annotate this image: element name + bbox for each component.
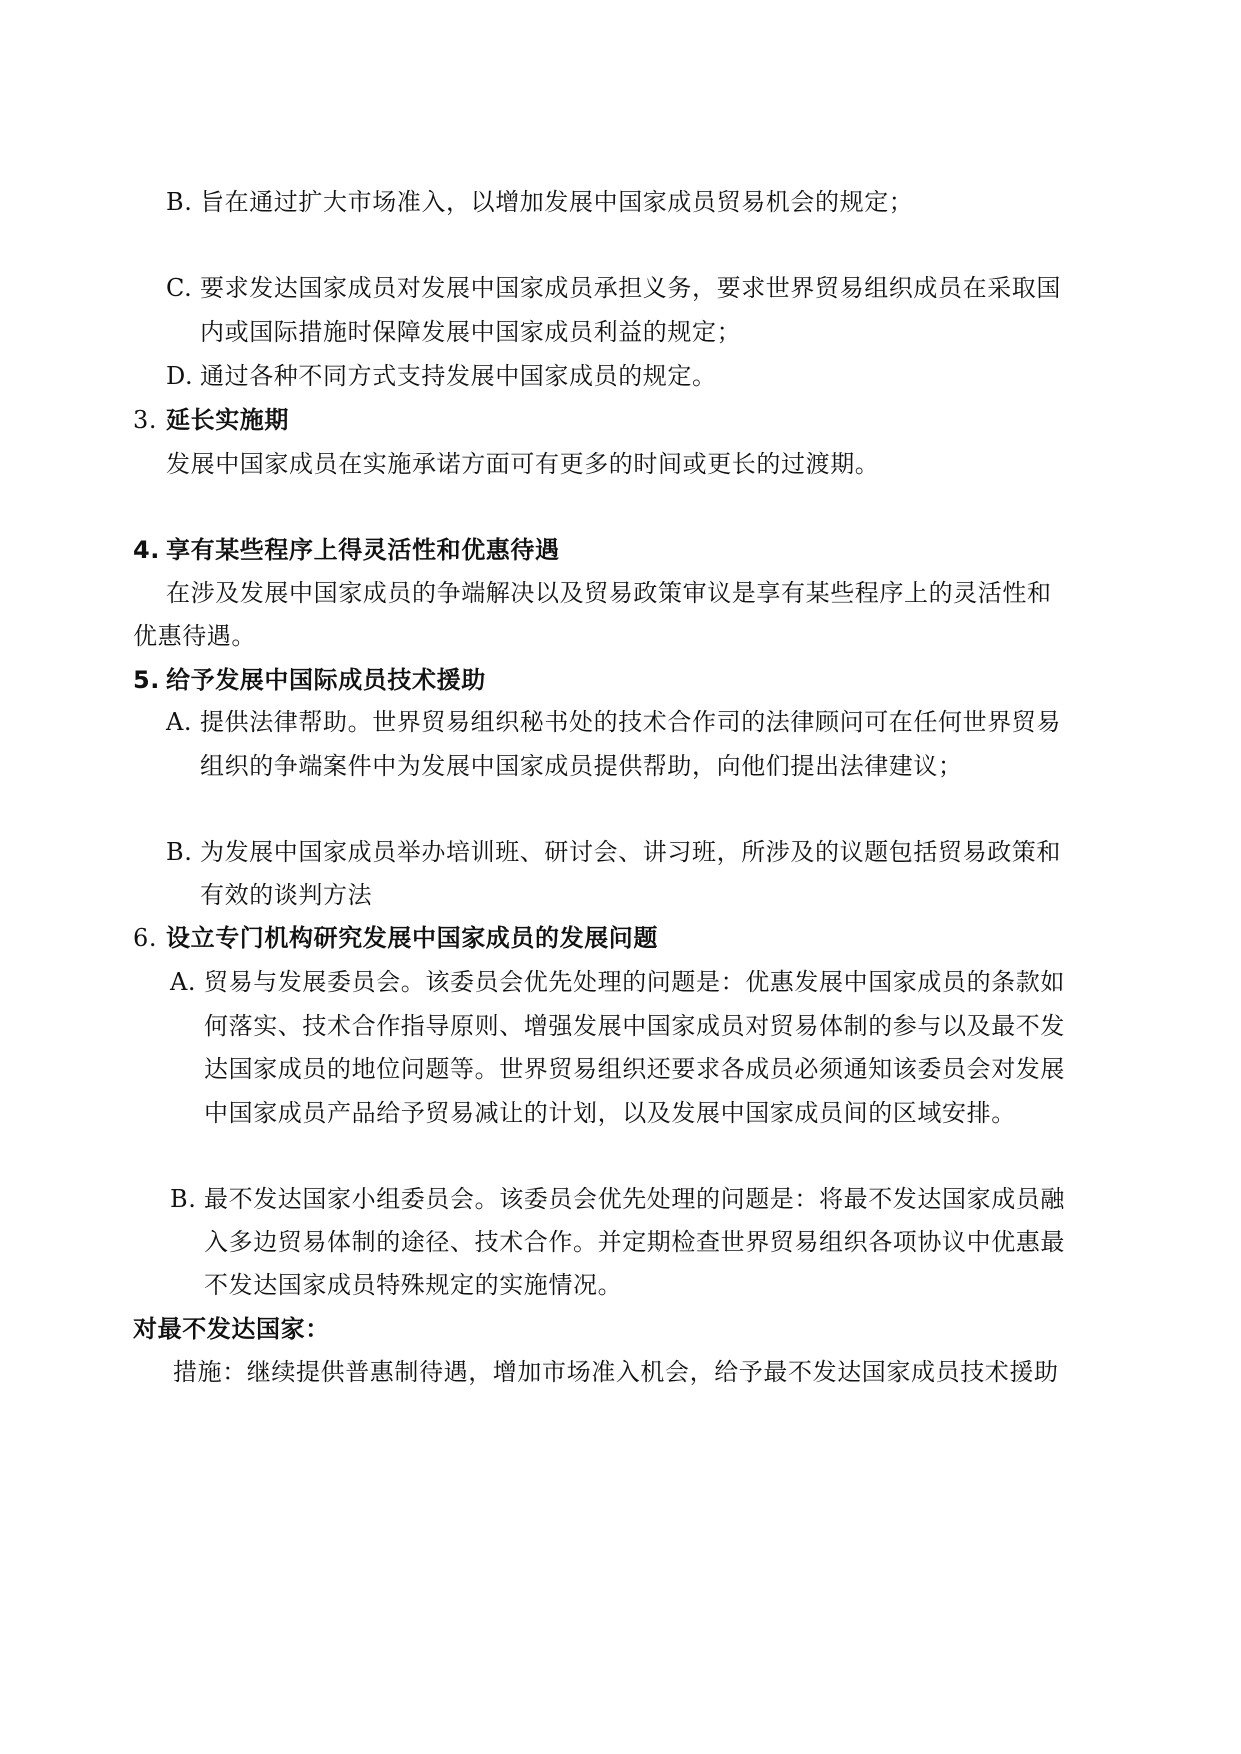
item-text: 要求发达国家成员对发展中国家成员承担义务，要求世界贸易组织成员在采取国 (200, 274, 1061, 302)
section-heading: 设立专门机构研究发展中国家成员的发展问题 (166, 924, 658, 952)
item-marker: B. (166, 838, 193, 866)
item-text: 内或国际措施时保障发展中国家成员利益的规定； (200, 318, 742, 346)
item-marker: C. (166, 274, 193, 302)
item-text: 达国家成员的地位问题等。世界贸易组织还要求各成员必须通知该委员会对发展 (204, 1055, 1065, 1083)
item-text: 贸易与发展委员会。该委员会优先处理的问题是：优惠发展中国家成员的条款如 (204, 968, 1065, 996)
section-heading: 延长实施期 (166, 406, 289, 434)
paragraph: 发展中国家成员在实施承诺方面可有更多的时间或更长的过渡期。 (166, 450, 880, 478)
item-marker: A. (170, 968, 197, 996)
section-number: 4. (133, 536, 161, 564)
item-text: 何落实、技术合作指导原则、增强发展中国家成员对贸易体制的参与以及最不发 (204, 1012, 1065, 1040)
item-text: 组织的争端案件中为发展中国家成员提供帮助，向他们提出法律建议； (200, 752, 963, 780)
section-heading: 对最不发达国家： (133, 1315, 330, 1343)
item-text: 最不发达国家小组委员会。该委员会优先处理的问题是：将最不发达国家成员融 (204, 1185, 1065, 1213)
section-number: 5. (133, 666, 161, 694)
item-marker: A. (166, 708, 193, 736)
section-number: 3. (133, 406, 158, 434)
section-heading: 享有某些程序上得灵活性和优惠待遇 (166, 536, 560, 564)
item-marker: B. (166, 188, 193, 216)
paragraph: 在涉及发展中国家成员的争端解决以及贸易政策审议是享有某些程序上的灵活性和 (166, 579, 1052, 607)
section-number: 6. (133, 924, 158, 952)
paragraph: 措施：继续提供普惠制待遇，增加市场准入机会，给予最不发达国家成员技术援助 (173, 1358, 1059, 1386)
item-text: 不发达国家成员特殊规定的实施情况。 (204, 1271, 623, 1299)
section-heading: 给予发展中国际成员技术援助 (166, 666, 486, 694)
item-marker: B. (170, 1185, 197, 1213)
item-text: 中国家成员产品给予贸易减让的计划，以及发展中国家成员间的区域安排。 (204, 1099, 1016, 1127)
item-text: 通过各种不同方式支持发展中国家成员的规定。 (200, 362, 717, 390)
item-text: 入多边贸易体制的途径、技术合作。并定期检查世界贸易组织各项协议中优惠最 (204, 1228, 1065, 1256)
paragraph: 优惠待遇。 (133, 622, 256, 650)
item-text: 为发展中国家成员举办培训班、研讨会、讲习班，所涉及的议题包括贸易政策和 (200, 838, 1061, 866)
item-text: 旨在通过扩大市场准入，以增加发展中国家成员贸易机会的规定； (200, 188, 914, 216)
item-text: 提供法律帮助。世界贸易组织秘书处的技术合作司的法律顾问可在任何世界贸易 (200, 708, 1061, 736)
item-marker: D. (166, 362, 194, 390)
item-text: 有效的谈判方法 (200, 881, 373, 909)
